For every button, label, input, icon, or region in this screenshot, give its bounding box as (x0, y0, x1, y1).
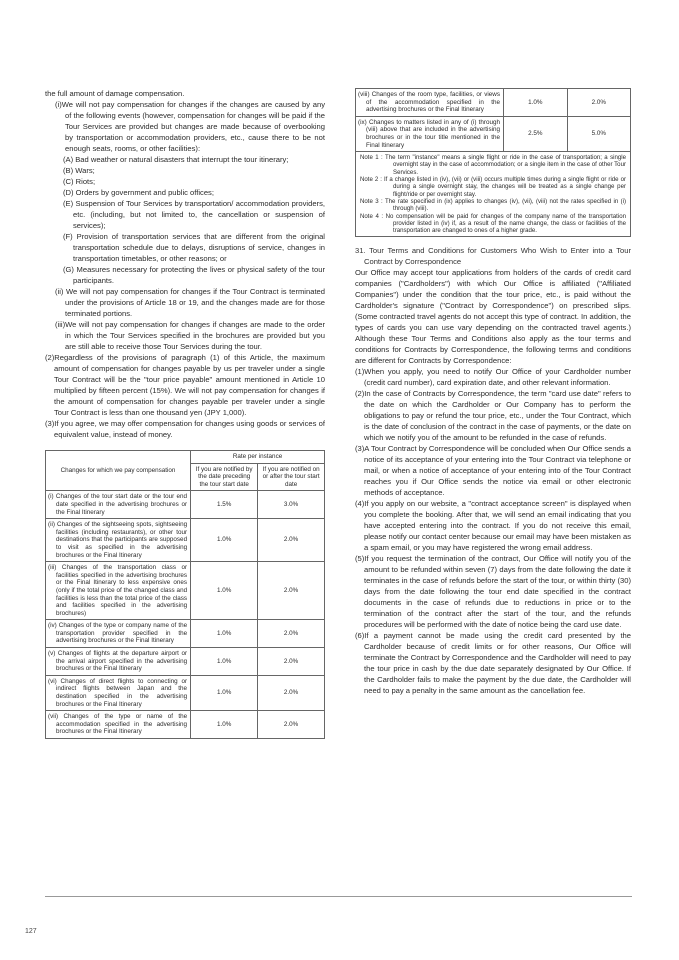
left-column (45, 88, 325, 739)
left-text-block (45, 88, 325, 440)
paragraph: (C) Riots; (63, 177, 96, 186)
paragraph: (A) Bad weather or natural disasters that interrupt the tour itinerary; (63, 155, 289, 164)
rate-before-start: 1.0% (504, 89, 568, 117)
paragraph: (3)If you agree, we may offer compensation for changes using goods or services of equivalent value, instead of money. (45, 419, 325, 439)
table-notes (355, 152, 631, 237)
compensation-rate-table-continued (355, 88, 631, 152)
rate-before-start: 1.0% (191, 562, 258, 620)
rate-before-start: 1.0% (191, 519, 258, 562)
table-header-row (46, 451, 325, 464)
rate-before-start: 2.5% (504, 116, 568, 151)
header-rate: Rate per instance (191, 451, 325, 464)
table-row (46, 519, 325, 562)
paragraph: (E) Suspension of Tour Services by transportation/ accommodation providers, etc. (including, but not limited to, the cancellation or suspension of services); (63, 199, 325, 230)
row-description: (iii) Changes of the transportation class or facilities specified in the advertising brochures or the Final Itinerary to less expensive ones (only if the total price of the changed class and facilities is less than the total price of the class and facilities specified in the advertising brochures) (46, 562, 191, 620)
table-row (356, 116, 631, 151)
paragraph: (2)In the case of Contracts by Correspondence, the term "card use date" refers to the date on which the Cardholder or Our Company has to perform the obligations to pay or refund the tour price, etc., under the Tour Contract, which is the date of conclusion of the contract in the case of payments, or the date on which we notify you of the amount to be refunded in the case of refunds. (355, 389, 631, 443)
paragraph: (5)If you request the termination of the contract, Our Office will notify you of the amount to be refunded within seven (7) days from the date following the date it terminates in the case of refunds before the start of the tour, or within thirty (30) days from the date following the tour end date specified in the contract documents in the case of refunds due to reductions in price or to the termination of the contract after the start of the tour, and the refunds procedures will be performed with the date of notice being the card use date. (355, 554, 631, 630)
header-before-start: If you are notified by the date preceding the tour start date (191, 463, 258, 491)
footer-divider (45, 896, 632, 897)
row-description: (ii) Changes of the sightseeing spots, sightseeing facilities (including restaurants), or other tour destinations that the participants are supposed to visit as specified in the advertising brochures or the Final Itinerary (46, 519, 191, 562)
rate-after-start: 2.0% (258, 620, 325, 648)
note-item: Note 1 : The term "instance" means a single flight or ride in the case of transportation; a single overnight stay in the case of accommodation; or a single item in the case of other Tour Services. (360, 154, 626, 176)
rate-before-start: 1.0% (191, 620, 258, 648)
right-text-block (355, 267, 631, 696)
rate-before-start: 1.5% (191, 491, 258, 519)
paragraph: (4)If you apply on our website, a "contract acceptance screen" is displayed when you complete the booking. After that, we will send an email indicating that you have accepted entering into the contract. If you do not receive this email, please notify our contact center because our email may have been mistaken as a spam email, or you may have registered the wrong email address. (355, 499, 631, 553)
note-item: Note 3 : The rate specified in (ix) applies to changes (iv), (vii), (viii) not the rates specified in (i) through (viii). (360, 197, 626, 213)
row-description: (i) Changes of the tour start date or the tour end date specified in the advertising brochures or the Final Itinerary (46, 491, 191, 519)
section-heading: 31. Tour Terms and Conditions for Customers Who Wish to Enter into a Tour Contract by Correspondence (355, 246, 631, 267)
rate-after-start: 2.0% (258, 648, 325, 676)
paragraph: (D) Orders by government and public offices; (63, 188, 214, 197)
table-row (356, 89, 631, 117)
paragraph: (F) Provision of transportation services that are different from the original transportation schedule due to delays, disruptions of service, changes in transportation timetables, or other reasons; or (63, 232, 325, 263)
header-changes: Changes for which we pay compensation (46, 451, 191, 491)
rate-before-start: 1.0% (191, 648, 258, 676)
note-item: Note 4 : No compensation will be paid for changes of the company name of the transportation provider listed in (iv) if, as a result of the name change, the class or facilities of the transportation are changed to ones of a higher grade. (360, 212, 626, 235)
table-row (46, 620, 325, 648)
row-description: (viii) Changes of the room type, facilities, or views of the accommodation specified in the advertising brochures or the Final Itinerary (356, 89, 504, 117)
paragraph: (iii)We will not pay compensation for changes if changes are made to the order in which the Tour Services specified in the brochures are provided but you are still able to receive those Tour Services during the tour. (55, 320, 325, 351)
paragraph: the full amount of damage compensation. (45, 89, 185, 98)
table-row (46, 648, 325, 676)
paragraph: (6)If a payment cannot be made using the credit card presented by the Cardholder because of credit limits or for other reasons, Our Office will terminate the Contract by Correspondence and the Cardholder will need to pay the tour price in cash by the due date separately designated by Our Office. If the Cardholder fails to make the payment by the due date, the Cardholder will need to pay a penalty in the same amount as the cancellation fee. (355, 631, 631, 696)
compensation-rate-table (45, 450, 325, 739)
rate-after-start: 3.0% (258, 491, 325, 519)
rate-before-start: 1.0% (191, 711, 258, 739)
table-row (46, 711, 325, 739)
paragraph: (1)When you apply, you need to notify Our Office of your Cardholder number (credit card number), card expiration date, and other relevant information. (355, 367, 631, 388)
paragraph: (G) Measures necessary for protecting the lives or physical safety of the tour participants. (63, 265, 325, 285)
row-description: (iv) Changes of the type or company name of the transportation provider specified in the advertising brochures or the Final Itinerary (46, 620, 191, 648)
paragraph: (i)We will not pay compensation for changes if the changes are caused by any of the following events (however, compensation for changes will be paid if the Tour Services are provided but changes are made because of overbooking by transportation or accommodation providers, etc., cause there to be not enough seats, rooms, or other facilities): (55, 100, 325, 153)
rate-after-start: 2.0% (258, 562, 325, 620)
paragraph: (B) Wars; (63, 166, 95, 175)
note-item: Note 2 : If a change listed in (iv), (vii) or (viii) occurs multiple times during a single flight or ride or during a single overnight stay, the changes will be treated as a single change per flight/ride or per overnight stay. (360, 176, 626, 198)
table-row (46, 675, 325, 710)
right-column (355, 88, 631, 696)
row-description: (ix) Changes to matters listed in any of (i) through (viii) above that are included in the advertising brochures or in the tour title mentioned in the Final Itinerary (356, 116, 504, 151)
rate-after-start: 2.0% (258, 675, 325, 710)
row-description: (v) Changes of flights at the departure airport or the arrival airport specified in the advertising brochures or the Final Itinerary (46, 648, 191, 676)
row-description: (vii) Changes of the type or name of the accommodation specified in the advertising brochures or the Final Itinerary (46, 711, 191, 739)
rate-after-start: 2.0% (258, 519, 325, 562)
header-after-start: If you are notified on or after the tour start date (258, 463, 325, 491)
paragraph: (2)Regardless of the provisions of paragraph (1) of this Article, the maximum amount of compensation for changes payable by us per traveler under a single Tour Contract will be the "tour price payable" amount mentioned in Article 10 multiplied by fifteen percent (15%). We will not pay compensation for changes if the amount of compensation for changes payable per traveler under a single Tour Contract is less than one thousand yen (JPY 1,000). (45, 353, 325, 417)
row-description: (vi) Changes of direct flights to connecting or indirect flights between Japan and the destination specified in the advertising brochures or the Final Itinerary (46, 675, 191, 710)
rate-after-start: 2.0% (258, 711, 325, 739)
paragraph: (3)A Tour Contract by Correspondence will be concluded when Our Office sends a notice of its acceptance of your entering into the Tour Contract via telephone or mail, or when a notice of acceptance of your entering into of the Tour Contract reaches you if Our Office sends the notice via email or other electronic methods of acceptance. (355, 444, 631, 498)
rate-after-start: 2.0% (567, 89, 631, 117)
rate-after-start: 5.0% (567, 116, 631, 151)
table-row (46, 562, 325, 620)
paragraph: (ii) We will not pay compensation for changes if the Tour Contract is terminated under the provisions of Article 18 or 19, and the changes made are for those terminated portions. (55, 287, 325, 318)
page-number: 127 (25, 928, 37, 935)
table-row (46, 491, 325, 519)
paragraph: Our Office may accept tour applications from holders of the cards of credit card companies ("Cardholders") with which Our Office is affiliated ("Affiliated Companies") under the condition that the tour price, etc., is paid without the Cardholder's signature ("Contract by Correspondence") on prescribed slips. (Some contracted travel agents do not accept this type of contract. In addition, the types of cards you can use vary depending on the contracted travel agents.) Although these Tour Terms and Conditions also apply as the tour terms and conditions for Contracts by Correspondence, the following terms and conditions are different for Contracts by Correspondence: (355, 268, 631, 366)
rate-before-start: 1.0% (191, 675, 258, 710)
